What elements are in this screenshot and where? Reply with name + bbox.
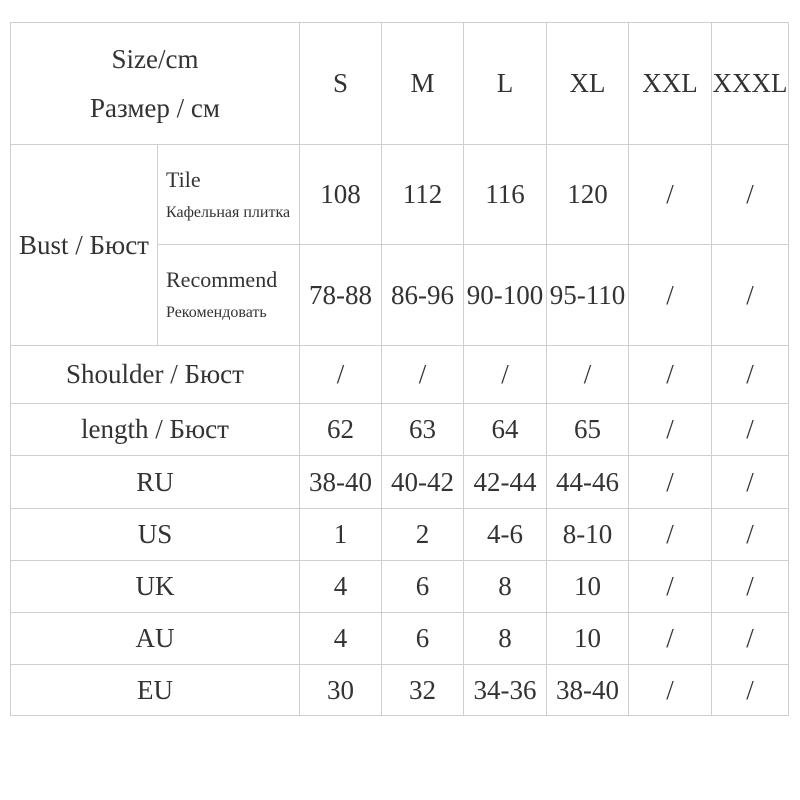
table-cell: 6 xyxy=(382,561,464,613)
table-row xyxy=(11,561,789,613)
size-header-xxxl: XXXL xyxy=(712,23,789,145)
table-cell: 1 xyxy=(300,509,382,561)
row-label: EU xyxy=(11,665,300,716)
table-cell: / xyxy=(300,346,382,404)
table-cell: 116 xyxy=(464,145,547,245)
row-label: length / Бюст xyxy=(11,404,300,456)
tile-label-ru: Кафельная плитка xyxy=(166,203,291,221)
table-cell: / xyxy=(712,404,789,456)
table-cell: 65 xyxy=(547,404,629,456)
size-header-l: L xyxy=(464,23,547,145)
table-row xyxy=(11,346,789,404)
size-rows xyxy=(11,346,789,716)
size-header-m: M xyxy=(382,23,464,145)
table-cell: / xyxy=(629,245,712,346)
table-cell: 4 xyxy=(300,561,382,613)
table-cell: / xyxy=(464,346,547,404)
header-row xyxy=(11,23,789,145)
table-cell: 120 xyxy=(547,145,629,245)
table-cell: / xyxy=(382,346,464,404)
table-cell: / xyxy=(629,613,712,665)
table-row xyxy=(11,509,789,561)
table-cell: 2 xyxy=(382,509,464,561)
table-cell: / xyxy=(629,456,712,509)
tile-label-cell xyxy=(158,145,300,245)
size-chart-table xyxy=(10,22,789,716)
table-row xyxy=(11,456,789,509)
table-cell: / xyxy=(629,145,712,245)
table-cell: / xyxy=(629,404,712,456)
size-header-xl: XL xyxy=(547,23,629,145)
table-cell: / xyxy=(547,346,629,404)
table-cell: 38-40 xyxy=(300,456,382,509)
table-cell: 32 xyxy=(382,665,464,716)
table-cell: / xyxy=(629,346,712,404)
row-label: UK xyxy=(11,561,300,613)
table-cell: 90-100 xyxy=(464,245,547,346)
table-cell: 4 xyxy=(300,613,382,665)
row-label: US xyxy=(11,509,300,561)
bust-tile-row xyxy=(11,145,789,245)
table-row xyxy=(11,613,789,665)
table-cell: 63 xyxy=(382,404,464,456)
table-cell: 64 xyxy=(464,404,547,456)
table-cell: 34-36 xyxy=(464,665,547,716)
recommend-label-ru: Рекомендовать xyxy=(166,304,267,321)
table-cell: 8 xyxy=(464,613,547,665)
table-cell: 10 xyxy=(547,561,629,613)
table-cell: 6 xyxy=(382,613,464,665)
header-size-label: Size/cm xyxy=(111,43,199,74)
table-row xyxy=(11,665,789,716)
recommend-label: Recommend xyxy=(166,267,278,292)
table-cell: / xyxy=(629,509,712,561)
size-header-xxl: XXL xyxy=(629,23,712,145)
row-label: RU xyxy=(11,456,300,509)
table-cell: 10 xyxy=(547,613,629,665)
table-cell: / xyxy=(712,145,789,245)
table-cell: / xyxy=(712,509,789,561)
table-cell: / xyxy=(712,613,789,665)
tile-label: Tile xyxy=(166,166,201,192)
table-cell: / xyxy=(629,665,712,716)
row-label: Shoulder / Бюст xyxy=(11,346,300,404)
table-cell: / xyxy=(712,456,789,509)
size-header-s: S xyxy=(300,23,382,145)
table-cell: 95-110 xyxy=(547,245,629,346)
table-cell: 40-42 xyxy=(382,456,464,509)
table-cell: 8 xyxy=(464,561,547,613)
table-cell: / xyxy=(629,561,712,613)
row-label: AU xyxy=(11,613,300,665)
table-cell: 112 xyxy=(382,145,464,245)
table-cell: 8-10 xyxy=(547,509,629,561)
table-cell: 4-6 xyxy=(464,509,547,561)
header-corner-cell xyxy=(11,23,300,145)
table-cell: 86-96 xyxy=(382,245,464,346)
table-cell: / xyxy=(712,561,789,613)
table-row xyxy=(11,404,789,456)
table-cell: 42-44 xyxy=(464,456,547,509)
table-cell: / xyxy=(712,665,789,716)
table-cell: 38-40 xyxy=(547,665,629,716)
table-cell: / xyxy=(712,346,789,404)
table-cell: 78-88 xyxy=(300,245,382,346)
bust-label: Bust / Бюст xyxy=(11,145,158,346)
header-size-label-ru: Размер / см xyxy=(90,92,220,123)
table-cell: 108 xyxy=(300,145,382,245)
table-cell: 62 xyxy=(300,404,382,456)
table-cell: / xyxy=(712,245,789,346)
table-cell: 44-46 xyxy=(547,456,629,509)
table-cell: 30 xyxy=(300,665,382,716)
recommend-label-cell xyxy=(158,245,300,346)
